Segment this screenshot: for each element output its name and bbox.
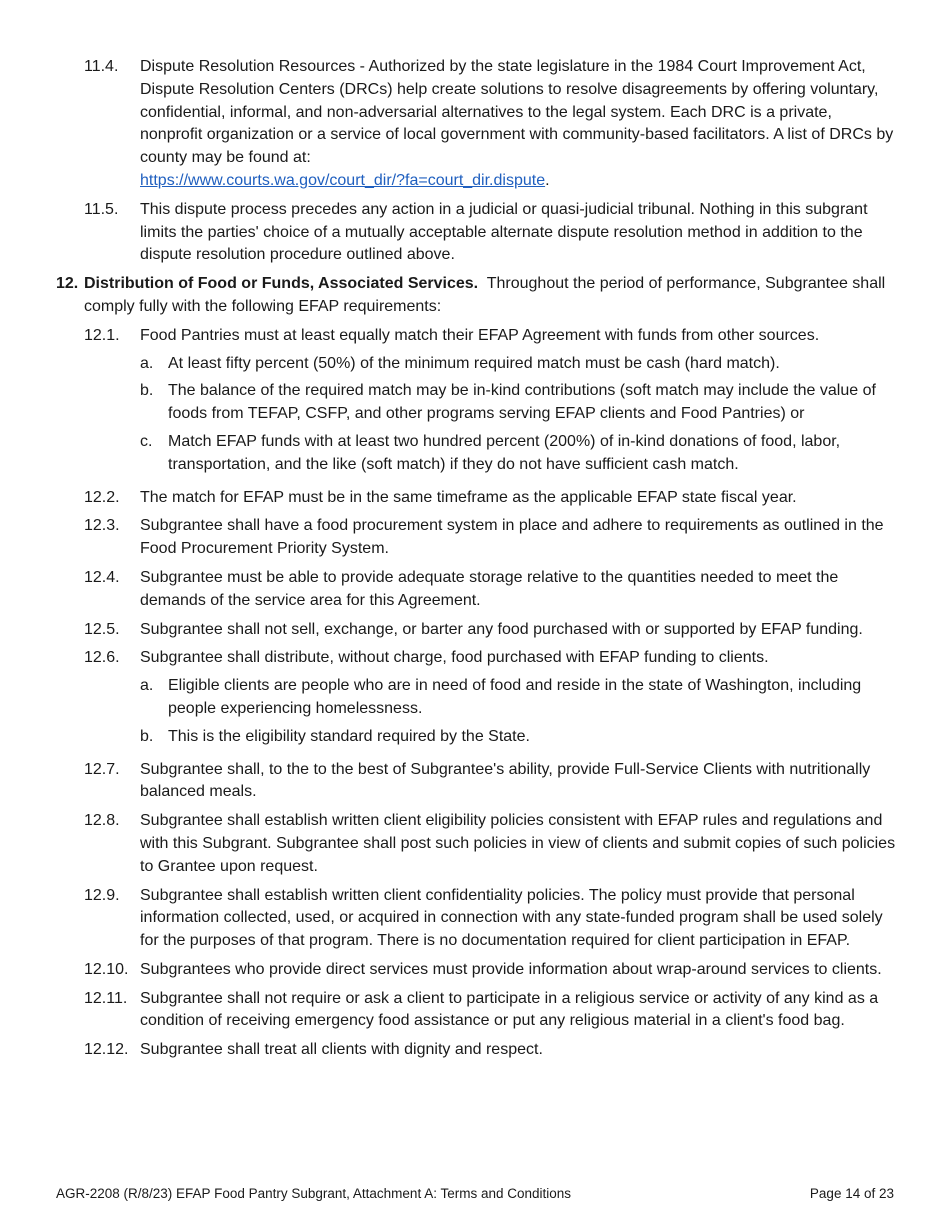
sub-text: Eligible clients are people who are in need of food and reside in the state of Washington, including people experiencing homelessness. [168,677,862,717]
clause-12-6 [56,647,898,752]
page-footer [56,1183,894,1206]
clause-text: Subgrantee shall have a food procurement system in place and adhere to requirements as outlined in the Food Procurement Priority System. [140,517,884,558]
sub-item [140,431,898,477]
clause-number: 12.3. [84,517,120,535]
section-title: Distribution of Food or Funds, Associated Services. [84,275,479,293]
clause-11-5 [56,199,898,267]
clause-text: Subgrantee shall, to the to the best of Subgrantee's ability, provide Full-Service Clients with nutritionally balanced meals. [140,760,871,801]
clause-12-4 [56,567,898,613]
clause-12-7 [56,759,898,805]
clause-12-5 [56,619,898,642]
section-12-heading [56,273,898,319]
document-page [56,56,898,1068]
sub-text: At least fifty percent (50%) of the minimum required match must be cash (hard match). [168,354,780,372]
clause-number: 12.2. [84,488,120,506]
clause-12-11 [56,988,898,1034]
clause-text [140,56,898,193]
sub-item [140,353,898,376]
footer-document-id: AGR-2208 (R/8/23) EFAP Food Pantry Subgrant, Attachment A: Terms and Conditions [56,1186,572,1201]
clause-number: 12.4. [84,568,120,586]
clause-number: 11.4. [84,58,119,75]
sub-item [140,726,898,749]
sub-text: The balance of the required match may be in-kind contributions (soft match may include the value of foods from TEFAP, CSFP, and other programs serving EFAP clients and Food Pantries) or [168,382,876,423]
clause-12-1 [56,325,898,481]
clause-text: The match for EFAP must be in the same timeframe as the applicable EFAP state fiscal year. [140,488,797,506]
clause-number: 12.12. [84,1041,129,1059]
clause-12-12 [56,1039,898,1062]
clause-number: 11.5. [84,200,119,218]
clause-number: 12.5. [84,620,120,638]
clause-body-wrap [140,647,898,752]
clause-11-4 [56,56,898,193]
sub-text: This is the eligibility standard required by the State. [168,727,530,745]
footer-page-number: Page 14 of 23 [809,1186,894,1201]
clause-12-9 [56,885,898,953]
sub-letter: c. [140,432,153,450]
sub-letter: a. [140,354,154,372]
clause-text: Food Pantries must at least equally match their EFAP Agreement with funds from other sources. [140,326,820,344]
clause-text: Subgrantee shall establish written client confidentiality policies. The policy must provide that personal information collected, used, or acquired in connection with any state-funded program shall be used solely for the purposes of that program. There is no documentation required for client participation in EFAP. [140,886,883,950]
clause-text: Subgrantee shall not sell, exchange, or barter any food purchased with or supported by EFAP funding. [140,620,863,638]
sub-item [140,675,898,721]
sub-letter: b. [140,382,154,400]
sub-text: Match EFAP funds with at least two hundred percent (200%) of in-kind donations of food, labor, transportation, and the like (soft match) if they do not have sufficient cash match. [168,432,841,473]
section-intro-text: Throughout the period of performance, Subgrantee shall comply fully with the following EFAP requirements: [84,275,886,315]
clause-number: 12.1. [84,326,120,344]
sub-letter: a. [140,677,154,695]
clause-12-8 [56,810,898,878]
link-period: . [545,171,550,189]
clause-text: Subgrantees who provide direct services must provide information about wrap-around services to clients. [140,960,882,978]
clause-number: 12.7. [84,760,120,778]
section-intro [84,273,898,319]
clause-12-2 [56,487,898,510]
clause-number: 12.6. [84,649,120,667]
section-number: 12. [56,275,79,293]
sub-letter: b. [140,727,154,745]
clause-12-3 [56,515,898,561]
clause-text: Subgrantee shall distribute, without charge, food purchased with EFAP funding to clients. [140,649,769,667]
clause-number: 12.11. [84,989,128,1007]
clause-text: Subgrantee shall establish written client eligibility policies consistent with EFAP rules and regulations and with this Subgrant. Subgrantee shall post such policies in view of clients and submit copies of such policies to Grantee upon request. [140,812,896,875]
clause-body: Dispute Resolution Resources - Authorized by the state legislature in the 1984 Court Improvement Act, Dispute Resolution Centers (DRCs) help create solutions to resolve disagreements by offering voluntary, confidential, informal, and non-adversarial alternatives to the legal system. Each DRC is a private, nonprofit organization or a service of local government with community-based facilitators. A list of DRCs by county may be found at: [140,58,894,167]
clause-text: Subgrantee shall not require or ask a client to participate in a religious service or activity of any kind as a condition of receiving emergency food assistance or put any religious material in a client's food bag. [140,989,879,1030]
clause-body-wrap [140,325,898,481]
clause-text: This dispute process precedes any action in a judicial or quasi-judicial tribunal. Nothing in this subgrant limits the parties' choice of a mutually acceptable alternate dispute resolution method in addition to the dispute resolution procedure outlined above. [140,200,868,264]
drc-directory-link[interactable]: https://www.courts.wa.gov/court_dir/?fa=court_dir.dispute [140,171,546,189]
clause-number: 12.9. [84,886,120,904]
clause-text: Subgrantee shall treat all clients with dignity and respect. [140,1041,543,1059]
clause-12-10 [56,959,898,982]
clause-text: Subgrantee must be able to provide adequate storage relative to the quantities needed to meet the demands of the service area for this Agreement. [140,568,839,609]
sub-item [140,380,898,426]
clause-number: 12.8. [84,812,120,830]
clause-number: 12.10. [84,960,129,978]
